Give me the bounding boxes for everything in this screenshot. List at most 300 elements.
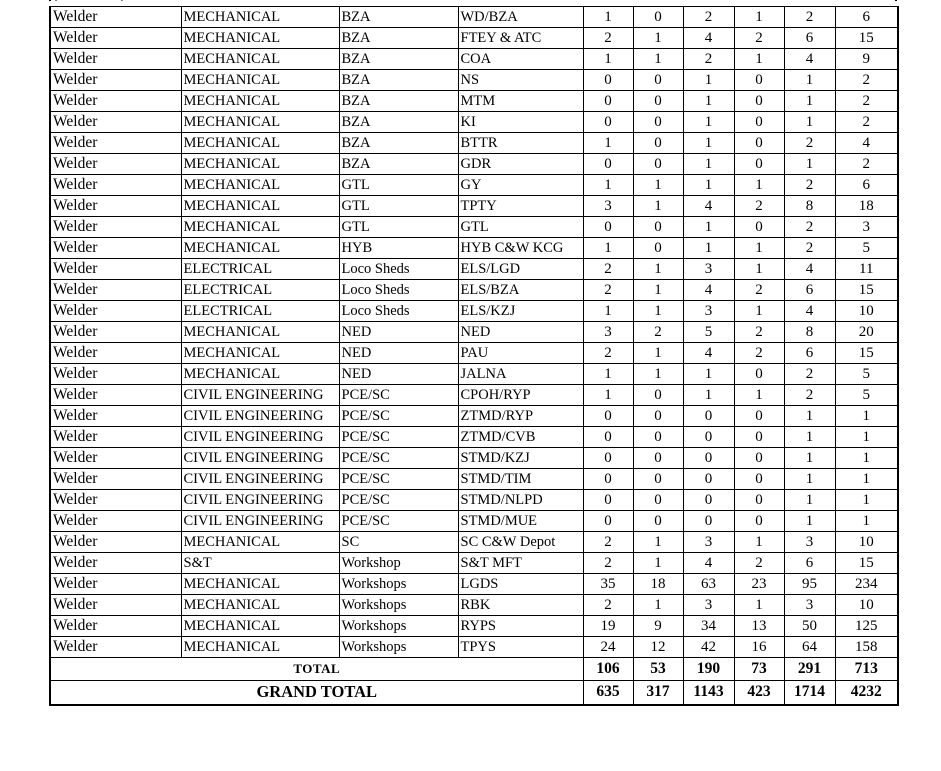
department-cell: ELECTRICAL: [181, 280, 339, 301]
count-cell: 0: [734, 448, 784, 469]
table-body: [50, 7, 898, 705]
trade-cell: Welder: [50, 637, 181, 658]
location-cell: BTTR: [458, 133, 583, 154]
unit-cell: BZA: [339, 49, 458, 70]
count-cell: 2: [583, 553, 633, 574]
count-cell: 1: [583, 301, 633, 322]
unit-cell: BZA: [339, 28, 458, 49]
department-cell: MECHANICAL: [181, 133, 339, 154]
table-row: [50, 574, 898, 595]
count-cell: 1: [583, 385, 633, 406]
count-cell: 2: [734, 28, 784, 49]
count-cell: 1: [583, 49, 633, 70]
row-total-cell: 15: [835, 343, 898, 364]
count-cell: 0: [583, 427, 633, 448]
count-cell: 0: [683, 490, 734, 511]
count-cell: 1: [683, 385, 734, 406]
table-row: [50, 511, 898, 532]
count-cell: 2: [683, 7, 734, 28]
count-cell: 4: [784, 259, 835, 280]
table-row: [50, 70, 898, 91]
grand-total-row-label: GRAND TOTAL: [50, 681, 583, 705]
unit-cell: SC: [339, 532, 458, 553]
trade-cell: Welder: [50, 301, 181, 322]
unit-cell: Workshops: [339, 574, 458, 595]
unit-cell: Workshops: [339, 616, 458, 637]
count-cell: 2: [583, 532, 633, 553]
department-cell: MECHANICAL: [181, 28, 339, 49]
count-cell: 1: [734, 259, 784, 280]
count-cell: 0: [683, 448, 734, 469]
count-cell: 9: [633, 616, 683, 637]
location-cell: WD/BZA: [458, 7, 583, 28]
count-cell: 0: [633, 70, 683, 91]
count-cell: 24: [583, 637, 633, 658]
count-cell: 1: [683, 238, 734, 259]
unit-cell: PCE/SC: [339, 511, 458, 532]
count-cell: 1: [734, 301, 784, 322]
location-cell: ELS/BZA: [458, 280, 583, 301]
count-cell: 1: [784, 490, 835, 511]
count-cell: 4: [683, 196, 734, 217]
row-total-cell: 10: [835, 532, 898, 553]
count-cell: 1: [784, 70, 835, 91]
row-total-cell: 2: [835, 112, 898, 133]
count-cell: 13: [734, 616, 784, 637]
row-total-cell: 11: [835, 259, 898, 280]
count-cell: 2: [583, 259, 633, 280]
location-cell: SC C&W Depot: [458, 532, 583, 553]
count-cell: 1: [683, 154, 734, 175]
count-cell: 2: [784, 7, 835, 28]
trade-cell: Welder: [50, 196, 181, 217]
count-cell: 2: [734, 553, 784, 574]
row-total-cell: 15: [835, 28, 898, 49]
location-cell: TPTY: [458, 196, 583, 217]
trade-cell: Welder: [50, 406, 181, 427]
location-cell: NS: [458, 70, 583, 91]
row-total-cell: 2: [835, 70, 898, 91]
count-cell: 12: [633, 637, 683, 658]
row-total-cell: 158: [835, 637, 898, 658]
count-cell: 2: [683, 49, 734, 70]
grand-total-row-value: 4232: [835, 681, 898, 705]
department-cell: CIVIL ENGINEERING: [181, 427, 339, 448]
table-row: [50, 595, 898, 616]
count-cell: 16: [734, 637, 784, 658]
location-cell: RYPS: [458, 616, 583, 637]
count-cell: 2: [784, 238, 835, 259]
count-cell: 2: [583, 280, 633, 301]
table-row: [50, 637, 898, 658]
count-cell: 1: [734, 532, 784, 553]
trade-cell: Welder: [50, 280, 181, 301]
location-cell: NED: [458, 322, 583, 343]
count-cell: 6: [784, 280, 835, 301]
department-cell: MECHANICAL: [181, 574, 339, 595]
count-cell: 1: [683, 70, 734, 91]
department-cell: MECHANICAL: [181, 322, 339, 343]
trade-cell: Welder: [50, 553, 181, 574]
department-cell: MECHANICAL: [181, 7, 339, 28]
count-cell: 3: [683, 301, 734, 322]
count-cell: 0: [633, 385, 683, 406]
unit-cell: BZA: [339, 133, 458, 154]
unit-cell: BZA: [339, 112, 458, 133]
table-row: [50, 322, 898, 343]
count-cell: 1: [633, 553, 683, 574]
unit-cell: Workshop: [339, 553, 458, 574]
table-row: [50, 427, 898, 448]
count-cell: 1: [784, 448, 835, 469]
count-cell: 0: [583, 70, 633, 91]
count-cell: 1: [633, 532, 683, 553]
grand-total-row-value: 1143: [683, 681, 734, 705]
department-cell: MECHANICAL: [181, 595, 339, 616]
count-cell: 4: [683, 343, 734, 364]
department-cell: CIVIL ENGINEERING: [181, 469, 339, 490]
count-cell: 1: [583, 7, 633, 28]
unit-cell: Loco Sheds: [339, 301, 458, 322]
total-row-value: 73: [734, 658, 784, 681]
vacancy-table: [49, 6, 899, 706]
count-cell: 1: [784, 154, 835, 175]
department-cell: MECHANICAL: [181, 112, 339, 133]
table-row: [50, 133, 898, 154]
cut-off-previous-row: [49, 0, 897, 1]
unit-cell: HYB: [339, 238, 458, 259]
trade-cell: Welder: [50, 448, 181, 469]
count-cell: 3: [784, 532, 835, 553]
count-cell: 8: [784, 322, 835, 343]
count-cell: 2: [784, 175, 835, 196]
unit-cell: Loco Sheds: [339, 259, 458, 280]
location-cell: MTM: [458, 91, 583, 112]
count-cell: 1: [734, 238, 784, 259]
trade-cell: Welder: [50, 511, 181, 532]
count-cell: 0: [734, 427, 784, 448]
count-cell: 23: [734, 574, 784, 595]
department-cell: S&T: [181, 553, 339, 574]
count-cell: 1: [633, 196, 683, 217]
row-total-cell: 5: [835, 238, 898, 259]
department-cell: CIVIL ENGINEERING: [181, 406, 339, 427]
location-cell: ZTMD/CVB: [458, 427, 583, 448]
count-cell: 0: [734, 91, 784, 112]
row-total-cell: 2: [835, 91, 898, 112]
row-total-cell: 6: [835, 7, 898, 28]
count-cell: 0: [583, 469, 633, 490]
total-row-value: 106: [583, 658, 633, 681]
department-cell: CIVIL ENGINEERING: [181, 448, 339, 469]
count-cell: 1: [633, 364, 683, 385]
count-cell: 3: [583, 196, 633, 217]
trade-cell: Welder: [50, 595, 181, 616]
count-cell: 2: [784, 364, 835, 385]
count-cell: 1: [784, 427, 835, 448]
trade-cell: Welder: [50, 343, 181, 364]
count-cell: 0: [583, 511, 633, 532]
table-row: [50, 112, 898, 133]
table-row: [50, 259, 898, 280]
unit-cell: Workshops: [339, 595, 458, 616]
department-cell: CIVIL ENGINEERING: [181, 511, 339, 532]
row-total-cell: 18: [835, 196, 898, 217]
department-cell: MECHANICAL: [181, 532, 339, 553]
count-cell: 19: [583, 616, 633, 637]
row-total-cell: 1: [835, 490, 898, 511]
count-cell: 1: [683, 133, 734, 154]
trade-cell: Welder: [50, 91, 181, 112]
count-cell: 0: [734, 154, 784, 175]
unit-cell: Workshops: [339, 637, 458, 658]
count-cell: 0: [633, 91, 683, 112]
trade-cell: Welder: [50, 70, 181, 91]
location-cell: ZTMD/RYP: [458, 406, 583, 427]
row-total-cell: 3: [835, 217, 898, 238]
count-cell: 1: [734, 175, 784, 196]
unit-cell: BZA: [339, 91, 458, 112]
trade-cell: Welder: [50, 154, 181, 175]
table-row: [50, 490, 898, 511]
trade-cell: Welder: [50, 469, 181, 490]
count-cell: 4: [683, 28, 734, 49]
count-cell: 0: [633, 427, 683, 448]
row-total-cell: 10: [835, 595, 898, 616]
row-total-cell: 1: [835, 448, 898, 469]
row-total-cell: 15: [835, 280, 898, 301]
count-cell: 1: [633, 595, 683, 616]
count-cell: 0: [583, 112, 633, 133]
trade-cell: Welder: [50, 259, 181, 280]
total-row-label: TOTAL: [50, 658, 583, 681]
count-cell: 0: [583, 406, 633, 427]
count-cell: 0: [734, 112, 784, 133]
count-cell: 1: [633, 49, 683, 70]
grand-total-row-value: 635: [583, 681, 633, 705]
location-cell: STMD/TIM: [458, 469, 583, 490]
count-cell: 0: [583, 448, 633, 469]
table-row: [50, 217, 898, 238]
count-cell: 1: [734, 385, 784, 406]
count-cell: 4: [784, 301, 835, 322]
count-cell: 50: [784, 616, 835, 637]
count-cell: 18: [633, 574, 683, 595]
grand-total-row: [50, 681, 898, 705]
count-cell: 2: [583, 595, 633, 616]
count-cell: 0: [633, 154, 683, 175]
count-cell: 6: [784, 343, 835, 364]
count-cell: 0: [683, 469, 734, 490]
count-cell: 0: [734, 406, 784, 427]
count-cell: 2: [784, 385, 835, 406]
count-cell: 8: [784, 196, 835, 217]
count-cell: 1: [683, 112, 734, 133]
count-cell: 1: [683, 217, 734, 238]
count-cell: 3: [784, 595, 835, 616]
location-cell: GTL: [458, 217, 583, 238]
unit-cell: GTL: [339, 217, 458, 238]
unit-cell: PCE/SC: [339, 406, 458, 427]
table-row: [50, 616, 898, 637]
count-cell: 2: [784, 217, 835, 238]
location-cell: CPOH/RYP: [458, 385, 583, 406]
count-cell: 1: [633, 301, 683, 322]
department-cell: MECHANICAL: [181, 154, 339, 175]
location-cell: LGDS: [458, 574, 583, 595]
table-row: [50, 406, 898, 427]
unit-cell: PCE/SC: [339, 427, 458, 448]
trade-cell: Welder: [50, 238, 181, 259]
count-cell: 0: [633, 469, 683, 490]
count-cell: 1: [784, 91, 835, 112]
unit-cell: BZA: [339, 7, 458, 28]
count-cell: 64: [784, 637, 835, 658]
trade-cell: Welder: [50, 427, 181, 448]
count-cell: 1: [633, 175, 683, 196]
unit-cell: PCE/SC: [339, 490, 458, 511]
row-total-cell: 125: [835, 616, 898, 637]
department-cell: MECHANICAL: [181, 196, 339, 217]
trade-cell: Welder: [50, 28, 181, 49]
count-cell: 1: [583, 364, 633, 385]
cut-off-text: [54, 0, 124, 1]
count-cell: 35: [583, 574, 633, 595]
count-cell: 3: [683, 595, 734, 616]
count-cell: 0: [734, 511, 784, 532]
location-cell: STMD/KZJ: [458, 448, 583, 469]
count-cell: 1: [633, 343, 683, 364]
row-total-cell: 2: [835, 154, 898, 175]
count-cell: 0: [633, 217, 683, 238]
location-cell: PAU: [458, 343, 583, 364]
department-cell: MECHANICAL: [181, 238, 339, 259]
row-total-cell: 1: [835, 427, 898, 448]
trade-cell: Welder: [50, 574, 181, 595]
trade-cell: Welder: [50, 490, 181, 511]
count-cell: 0: [734, 490, 784, 511]
row-total-cell: 15: [835, 553, 898, 574]
count-cell: 63: [683, 574, 734, 595]
table-row: [50, 532, 898, 553]
unit-cell: PCE/SC: [339, 448, 458, 469]
trade-cell: Welder: [50, 133, 181, 154]
count-cell: 0: [633, 511, 683, 532]
count-cell: 2: [583, 343, 633, 364]
count-cell: 0: [583, 490, 633, 511]
count-cell: 42: [683, 637, 734, 658]
row-total-cell: 234: [835, 574, 898, 595]
department-cell: ELECTRICAL: [181, 301, 339, 322]
trade-cell: Welder: [50, 532, 181, 553]
row-total-cell: 6: [835, 175, 898, 196]
count-cell: 0: [734, 133, 784, 154]
count-cell: 0: [683, 511, 734, 532]
unit-cell: GTL: [339, 196, 458, 217]
count-cell: 0: [633, 7, 683, 28]
table-row: [50, 91, 898, 112]
location-cell: ELS/KZJ: [458, 301, 583, 322]
trade-cell: Welder: [50, 217, 181, 238]
department-cell: CIVIL ENGINEERING: [181, 385, 339, 406]
department-cell: MECHANICAL: [181, 637, 339, 658]
table-row: [50, 280, 898, 301]
table-row: [50, 364, 898, 385]
department-cell: MECHANICAL: [181, 91, 339, 112]
unit-cell: NED: [339, 364, 458, 385]
unit-cell: BZA: [339, 70, 458, 91]
count-cell: 1: [784, 112, 835, 133]
count-cell: 0: [633, 238, 683, 259]
count-cell: 1: [633, 28, 683, 49]
location-cell: TPYS: [458, 637, 583, 658]
count-cell: 2: [734, 322, 784, 343]
table-row: [50, 301, 898, 322]
location-cell: STMD/NLPD: [458, 490, 583, 511]
row-total-cell: 1: [835, 406, 898, 427]
count-cell: 0: [583, 217, 633, 238]
count-cell: 1: [734, 49, 784, 70]
count-cell: 0: [633, 448, 683, 469]
count-cell: 2: [734, 280, 784, 301]
table-row: [50, 28, 898, 49]
count-cell: 1: [784, 511, 835, 532]
count-cell: 4: [784, 49, 835, 70]
row-total-cell: 1: [835, 511, 898, 532]
table-row: [50, 49, 898, 70]
location-cell: STMD/MUE: [458, 511, 583, 532]
trade-cell: Welder: [50, 385, 181, 406]
row-total-cell: 20: [835, 322, 898, 343]
trade-cell: Welder: [50, 616, 181, 637]
table-row: [50, 7, 898, 28]
unit-cell: BZA: [339, 154, 458, 175]
grand-total-row-value: 423: [734, 681, 784, 705]
total-row-value: 53: [633, 658, 683, 681]
count-cell: 0: [633, 133, 683, 154]
count-cell: 0: [633, 490, 683, 511]
unit-cell: PCE/SC: [339, 469, 458, 490]
count-cell: 6: [784, 553, 835, 574]
unit-cell: NED: [339, 322, 458, 343]
count-cell: 2: [734, 343, 784, 364]
count-cell: 3: [683, 259, 734, 280]
count-cell: 6: [784, 28, 835, 49]
total-row: [50, 658, 898, 681]
count-cell: 0: [583, 91, 633, 112]
count-cell: 2: [583, 28, 633, 49]
location-cell: KI: [458, 112, 583, 133]
trade-cell: Welder: [50, 364, 181, 385]
department-cell: MECHANICAL: [181, 175, 339, 196]
department-cell: CIVIL ENGINEERING: [181, 490, 339, 511]
row-total-cell: 4: [835, 133, 898, 154]
count-cell: 2: [633, 322, 683, 343]
table-row: [50, 154, 898, 175]
department-cell: MECHANICAL: [181, 217, 339, 238]
count-cell: 0: [583, 154, 633, 175]
count-cell: 0: [734, 469, 784, 490]
department-cell: MECHANICAL: [181, 49, 339, 70]
grand-total-row-value: 317: [633, 681, 683, 705]
location-cell: JALNA: [458, 364, 583, 385]
unit-cell: Loco Sheds: [339, 280, 458, 301]
unit-cell: NED: [339, 343, 458, 364]
table-row: [50, 175, 898, 196]
count-cell: 0: [633, 112, 683, 133]
table-row: [50, 343, 898, 364]
department-cell: MECHANICAL: [181, 343, 339, 364]
